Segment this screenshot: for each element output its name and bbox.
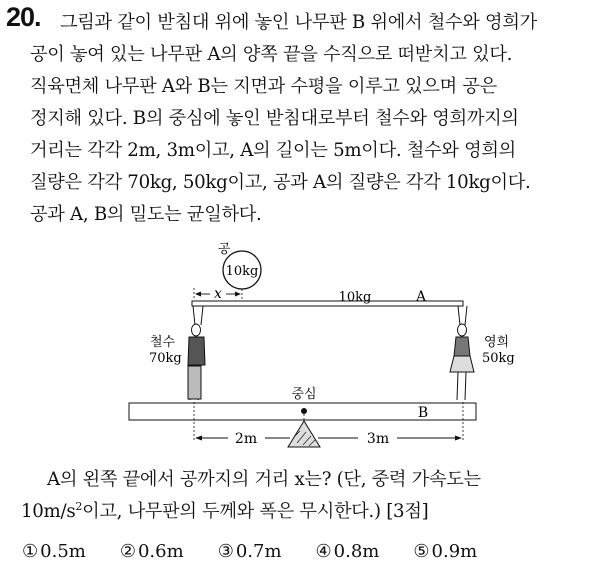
- question-line-3: 직육면체 나무판 A와 B는 지면과 수평을 이루고 있으며 공은: [30, 76, 497, 97]
- x-arrowhead-right: [235, 292, 241, 297]
- choice-3-mark: ③: [217, 541, 234, 562]
- plank-a-mass: 10kg: [338, 290, 372, 305]
- question-line-5: 거리는 각각 2m, 3m이고, A의 길이는 5m이다. 철수와 영희의: [30, 140, 516, 161]
- center-dot: [301, 408, 307, 414]
- ball-label: 공: [218, 242, 231, 257]
- choice-5-value: 0.9m: [431, 541, 478, 562]
- question-line-6: 질량은 각각 70kg, 50kg이고, 공과 A의 질량은 각각 10kg이다.: [30, 172, 531, 193]
- choice-3[interactable]: [218, 541, 282, 562]
- question-line-1: 그림과 같이 받침대 위에 놓인 나무판 B 위에서 철수와 영희가: [60, 12, 537, 33]
- choice-1-value: 0.5m: [40, 541, 86, 562]
- question-line-7: 공과 A, B의 밀도는 균일하다.: [30, 204, 262, 225]
- question-line-2: 공이 놓여 있는 나무판 A의 양쪽 끝을 수직으로 떠받치고 있다.: [30, 44, 513, 65]
- choice-4-mark: ④: [315, 541, 332, 562]
- prompt-line-2: [21, 497, 428, 523]
- choice-4[interactable]: [316, 541, 380, 562]
- gravity-value: 10m/s: [21, 501, 76, 522]
- choice-3-value: 0.7m: [235, 541, 282, 562]
- person-left-name: 철수: [150, 335, 176, 350]
- choice-2[interactable]: [120, 541, 184, 562]
- x-label: x: [214, 286, 222, 302]
- person-right-name: 영희: [484, 335, 510, 350]
- x-arrowhead-left: [195, 292, 201, 297]
- prompt-line-2-rest: 이고, 나무판의 두께와 폭은 무시한다.) [3점]: [82, 501, 429, 522]
- plank-a-label: A: [415, 289, 427, 305]
- plank-b-label: B: [417, 405, 429, 421]
- choice-5-mark: ⑤: [413, 541, 430, 562]
- dist-right-arrowhead: [455, 436, 462, 441]
- choice-1[interactable]: [22, 541, 86, 562]
- ball-mass: 10kg: [225, 264, 259, 279]
- person-left-mass: 70kg: [149, 351, 182, 366]
- person-right-mass: 50kg: [482, 351, 515, 366]
- dist-right-label: 3m: [366, 431, 390, 447]
- question-line-4: 정지해 있다. B의 중심에 놓인 받침대로부터 철수와 영희까지의: [30, 108, 519, 129]
- choice-2-mark: ②: [119, 541, 136, 562]
- gravity-exponent: 2: [75, 499, 83, 513]
- choice-2-value: 0.6m: [137, 541, 184, 562]
- choice-1-mark: ①: [22, 541, 39, 562]
- person-left-figure: [188, 306, 205, 400]
- dist-left-label: 2m: [234, 431, 258, 447]
- dist-left-arrowhead: [195, 436, 202, 441]
- prompt-line-1: A의 왼쪽 끝에서 공까지의 거리 x는? (단, 중력 가속도는: [47, 469, 481, 490]
- person-right-figure: [450, 306, 474, 400]
- choice-4-value: 0.8m: [333, 541, 380, 562]
- question-number: 20.: [6, 2, 41, 32]
- fulcrum: [288, 421, 320, 447]
- center-label: 중심: [291, 387, 317, 402]
- answer-choices: [22, 541, 602, 562]
- choice-5[interactable]: [413, 541, 477, 562]
